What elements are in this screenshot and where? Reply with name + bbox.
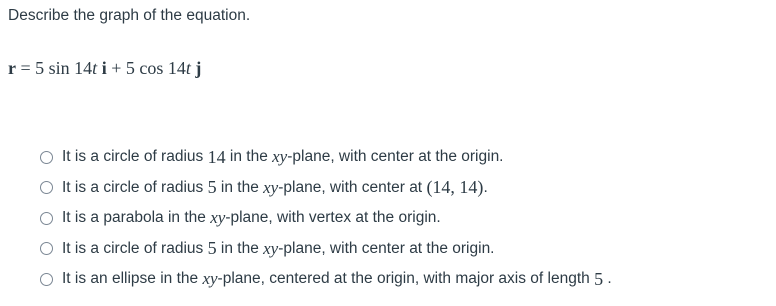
answer-option-5[interactable] — [40, 264, 612, 295]
eq-plus: + — [111, 58, 122, 78]
answer-option-3[interactable] — [40, 203, 612, 234]
eq-cos: cos — [139, 58, 164, 78]
option-text-part: It is a circle of radius — [62, 148, 204, 166]
option-text-part: It is a circle of radius — [62, 239, 204, 257]
radio-button[interactable] — [40, 273, 53, 286]
option-text-part: It is an ellipse in the — [62, 270, 199, 288]
eq-coef2: 5 — [125, 58, 135, 78]
eq-i: i — [101, 58, 107, 78]
eq-r: r — [8, 58, 16, 78]
option-math-value: 5 — [207, 177, 217, 198]
radio-button[interactable] — [40, 181, 53, 194]
answer-option-2[interactable] — [40, 173, 612, 204]
radio-button[interactable] — [40, 212, 53, 225]
option-text-part: in the — [220, 178, 259, 196]
eq-arg2: 14 — [167, 58, 186, 78]
option-math-value: 5 — [207, 238, 217, 259]
eq-j: j — [195, 58, 202, 78]
equation — [8, 58, 201, 79]
eq-sin: sin — [48, 58, 70, 78]
option-text-part: -plane, with center at — [278, 178, 423, 196]
radio-button[interactable] — [40, 151, 53, 164]
eq-equals: = — [20, 58, 31, 78]
option-text-part: It is a parabola in the — [62, 209, 206, 227]
radio-button[interactable] — [40, 242, 53, 255]
answer-options — [40, 142, 612, 295]
question-text: Describe the graph of the equation. — [8, 7, 251, 24]
answer-option-4[interactable] — [40, 234, 612, 265]
answer-option-1[interactable] — [40, 142, 612, 173]
option-math-xy: xy — [263, 238, 279, 258]
eq-coef1: 5 — [35, 58, 45, 78]
eq-t2: t — [185, 58, 191, 78]
option-math-center: (14, 14) — [426, 177, 484, 198]
option-math-xy: xy — [210, 208, 226, 228]
option-text-part: -plane, centered at the origin, with major axis of length — [217, 270, 590, 288]
option-math-xy: xy — [263, 177, 279, 197]
option-text-part: -plane, with vertex at the origin. — [225, 209, 441, 227]
option-math-xy: xy — [272, 147, 288, 167]
option-math-value: 5 — [594, 268, 604, 289]
option-text-part: . — [483, 178, 488, 196]
option-math-xy: xy — [202, 269, 218, 289]
eq-arg1: 14 — [74, 58, 93, 78]
option-text-part: -plane, with center at the origin. — [287, 148, 504, 166]
eq-t1: t — [92, 58, 98, 78]
option-text-part: in the — [220, 239, 259, 257]
option-text-part: . — [607, 270, 612, 288]
option-text-part: -plane, with center at the origin. — [278, 239, 495, 257]
option-math-value: 14 — [207, 146, 226, 167]
option-text-part: in the — [229, 148, 268, 166]
option-text-part: It is a circle of radius — [62, 178, 204, 196]
